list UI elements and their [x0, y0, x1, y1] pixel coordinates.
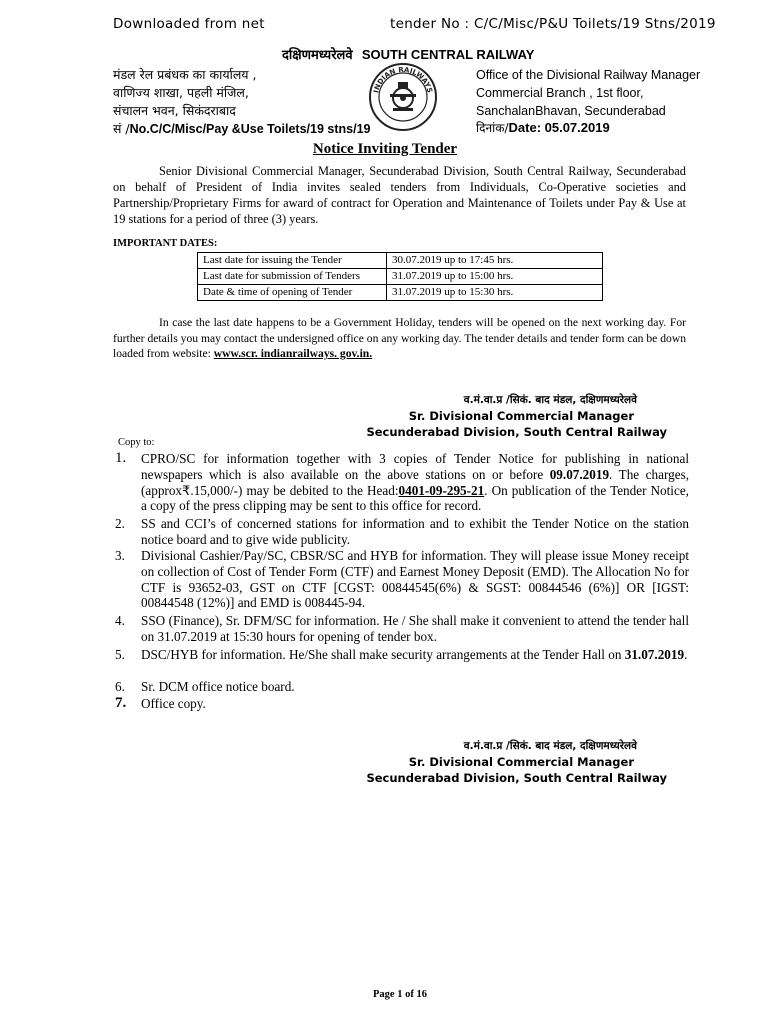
signature-hindi: व.मं.वा.प्र /सिकं. बाद मंडल, दक्षिणमध्यरेलवे — [463, 394, 637, 406]
signature-division: Secunderabad Division, South Central Railway — [366, 771, 667, 785]
date-value-cell: 30.07.2019 up to 17:45 hrs. — [387, 253, 603, 269]
table-row — [198, 253, 603, 269]
holiday-note-text: In case the last date happens to be a Government Holiday, tenders will be opened on the next working day. For further details you may contact the undersigned office on any working day. The tender details and tender form can be down loaded from website: — [113, 316, 686, 360]
address-english-line: Office of the Divisional Railway Manager — [476, 68, 701, 82]
address-english-line: Commercial Branch , 1st floor, — [476, 86, 644, 100]
header-source-note: Downloaded from net — [113, 16, 265, 32]
office-address-hindi — [113, 66, 383, 120]
copy-to-list: 1. CPRO/SC for information together with 3 copies of Tender Notice for publishing in national newspapers which is also available on the above stations on or before 09.07.2019. The charges,(approx₹.15,000/-) may be debited to the Head:0401-09-295-21. On publication of the Tender Notice, a copy of the press clipping may be sent to this office for record. 2. SS and CCI’s of concerned stations for information and to exhibit the Tender Notice on the station notice board and to give wide publicity. 3. Divisional Cashier/Pay/SC, CBSR/SC and HYB for information. They will please issue Money receipt on collection of Cost of Tender Form (CTF) and Earnest Money Deposit (EMD). The Allocation No for CTF is 93652-03, GST on CTF [CGST: 00844545(6%) & SGST: 00844546 (6%)] OR [IGST: 00844548 (12%)] and EMD is 008445-94. 4. SSO (Finance), Sr. DFM/SC for information. He / She shall make it convenient to attend the tender hall on 31.07.2019 at 15:30 hours for opening of tender box. 5. DSC/HYB for information. He/She shall make security arrangements at the Tender Hall on 31.07.2019. 6. Sr. DCM office notice board. 7. Office copy. — [115, 450, 690, 711]
website-link[interactable]: www.scr. indianrailways. gov.in. — [213, 347, 373, 360]
date-label-cell: Last date for submission of Tenders — [198, 269, 387, 285]
indian-railways-logo — [368, 62, 438, 132]
date-label-cell: Last date for issuing the Tender — [198, 253, 387, 269]
table-row — [198, 285, 603, 301]
signature-title: Sr. Divisional Commercial Manager — [408, 755, 634, 769]
address-english-line: SanchalanBhavan, Secunderabad — [476, 104, 666, 118]
copy-to-label: Copy to: — [118, 437, 155, 448]
address-hindi-line: संचालन भवन, सिकंदराबाद — [113, 103, 236, 118]
signature-title: Sr. Divisional Commercial Manager — [408, 409, 634, 423]
railway-title-english: SOUTH CENTRAL RAILWAY — [361, 47, 535, 62]
important-dates-label: IMPORTANT DATES: — [113, 238, 218, 249]
header-tender-number: tender No : C/C/Misc/P&U Toilets/19 Stns/2019 — [390, 16, 716, 32]
notice-body: Senior Divisional Commercial Manager, Secunderabad Division, South Central Railway, Secunderabad on behalf of President of India invites sealed tenders from Individuals, Co-Operative societies and Partnership/Proprietary Firms for award of contract for Operation and Maintenance of Toilets under Pay & Use at 19 stations for a period of three (3) years. — [113, 164, 686, 226]
date-value-cell: 31.07.2019 up to 15:30 hrs. — [387, 285, 603, 301]
notice-date: दिनांक/Date: 05.07.2019 — [476, 120, 610, 135]
railway-title-hindi: दक्षिणमध्यरेलवे — [282, 48, 353, 63]
important-dates-table — [197, 252, 603, 301]
office-address-english — [476, 66, 716, 120]
signature-block-bottom — [340, 738, 667, 786]
signature-hindi: व.मं.वा.प्र /सिकं. बाद मंडल, दक्षिणमध्यरेलवे — [463, 740, 637, 752]
date-label-cell: Date & time of opening of Tender — [198, 285, 387, 301]
address-hindi-line: वाणिज्य शाखा, पहली मंजिल, — [113, 85, 249, 100]
page-number: Page 1 of 16 — [373, 989, 427, 1000]
reference-number: सं /No.C/C/Misc/Pay &Use Toilets/19 stns/19 — [113, 121, 371, 136]
svg-text:INDIAN RAILWAYS: INDIAN RAILWAYS — [372, 65, 434, 94]
date-value-cell: 31.07.2019 up to 15:00 hrs. — [387, 269, 603, 285]
signature-division: Secunderabad Division, South Central Railway — [366, 425, 667, 439]
address-hindi-line: मंडल रेल प्रबंधक का कार्यालय , — [113, 67, 257, 82]
table-row — [198, 269, 603, 285]
holiday-note — [113, 315, 686, 362]
railway-title — [282, 45, 534, 63]
notice-title: Notice Inviting Tender — [312, 141, 458, 157]
signature-block-top — [340, 392, 667, 440]
